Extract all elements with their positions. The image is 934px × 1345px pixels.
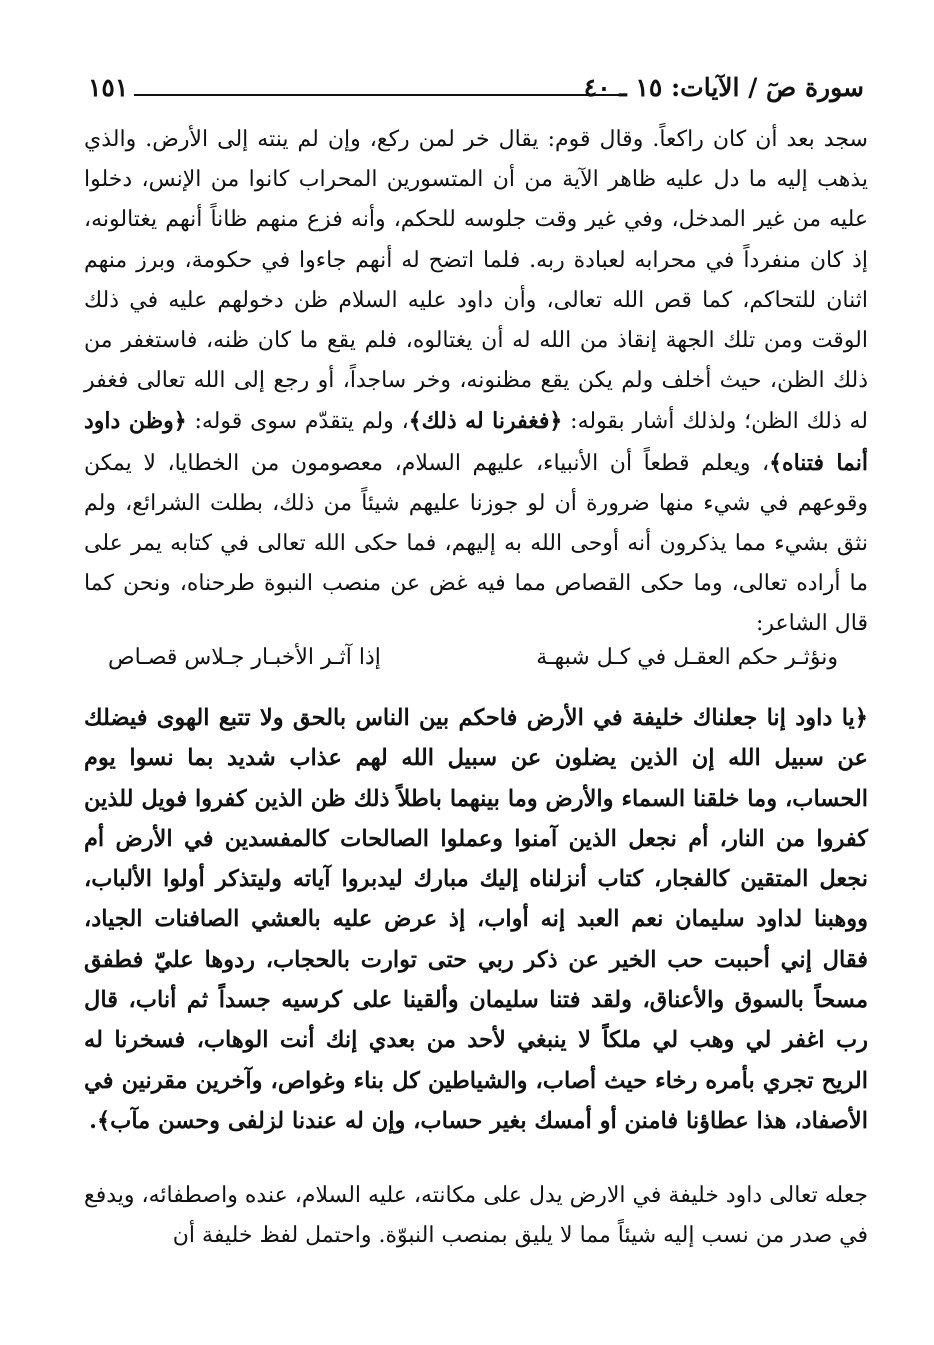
running-header	[88, 70, 864, 106]
commentary-text-after: ، ويعلم قطعاً أن الأنبياء، عليهم السلام، معصومون من الخطايا، لا يمكن وقوعهم في شيء منها ضرورة أن لو جوزنا عليهم شيئاً من ذلك، بطلت الشرائع، ولم نثق بشيء مما يذكرون أنه أوحى الله به إليهم، فما حكى الله تعالى في كتابه يمر على ما أراده تعالى، وما حكى القصاص مما فيه غض عن منصب النبوة طرحناه، ونحن كما قال الشاعر:	[84, 450, 868, 637]
header-rule	[134, 94, 626, 96]
commentary-text-before: سجد بعد أن كان راكعاً. وقال قوم: يقال خر لمن ركع، وإن لم ينته إلى الأرض. والذي يذهب إليه ما دل عليه ظاهر الآية من أن المتسورين المحراب كانوا من الإنس، دخلوا عليه من غير المدخل، وفي غير وقت جلوسه للحكم، وأنه فزع منهم ظاناً أنهم يغتالونه، إذ كان منفرداً في محرابه لعبادة ربه. فلما اتضح له أنهم جاءوا في حكومة، وبرز منهم اثنان للتحاكم، كما قص الله تعالى، وأن داود عليه السلام ظن دخولهم عليه في ذلك الوقت ومن تلك الجهة إنقاذ من الله له أن يغتالوه، فلم يقع ما كان ظنه، فاستغفر من ذلك الظن، حيث أخلف ولم يكن يقع مظنونه، وخر ساجداً، أو رجع إلى الله تعالى فغفر له ذلك الظن؛ ولذلك أشار بقوله:	[84, 127, 868, 435]
poetry-verse	[108, 638, 838, 678]
final-paragraph: جعله تعالى داود خليفة في الارض يدل على مكانته، عليه السلام، عنده واصطفائه، ويدفع في صدر من نسب إليه شيئاً مما لا يليق بمنصب النبوّة. واحتمل لفظ خليفة أن	[84, 1183, 868, 1248]
header-title: سورة صٓ / الآيات: ١٥ ـ ٤٠	[583, 73, 864, 102]
verse-forgive: ﴿فغفرنا له ذلك﴾	[408, 408, 563, 435]
poetry-first-hemistich: ونؤثـر حكم العقـل في كـل شبهـة	[536, 645, 838, 670]
verse-thought: ﴿وظن داود أنما فتناه﴾	[84, 408, 868, 476]
commentary-text-between: ، ولم يتقدّم سوى قوله:	[194, 409, 409, 435]
commentary-paragraph	[84, 120, 868, 645]
page-number: ١٥١	[88, 73, 129, 102]
poetry-second-hemistich: إذا آثـر الأخبـار جـلاس قصـاص	[108, 645, 381, 670]
quran-passage: ﴿يا داود إنا جعلناك خليفة في الأرض فاحكم بين الناس بالحق ولا تتبع الهوى فيضلك عن سبيل الله إن الذين يضلون عن سبيل الله لهم عذاب شديد بما نسوا يوم الحساب، وما خلقنا السماء والأرض وما بينهما باطلاً ذلك ظن الذين كفروا فويل للذين كفروا من النار، أم نجعل الذين آمنوا وعملوا الصالحات كالمفسدين في الأرض أم نجعل المتقين كالفجار، كتاب أنزلناه إليك مبارك ليدبروا آياته وليتذكر أولوا الألباب، ووهبنا لداود سليمان نعم العبد إنه أواب، إذ عرض عليه بالعشي الصافنات الجياد، فقال إني أحببت حب الخير عن ذكر ربي حتى توارت بالحجاب، ردوها عليّ فطفق مسحاً بالسوق والأعناق، ولقد فتنا سليمان وألقينا على كرسيه جسداً ثم أناب، قال رب اغفر لي وهب لي ملكاً لا ينبغي لأحد من بعدي إنك أنت الوهاب، فسخرنا له الريح تجري بأمره رخاء حيث أصاب، والشياطين كل بناء وغواص، وآخرين مقرنين في الأصفاد، هذا عطاؤنا فامنن أو أمسك بغير حساب، وإن له عندنا لزلفى وحسن مآب﴾.	[84, 705, 868, 1134]
